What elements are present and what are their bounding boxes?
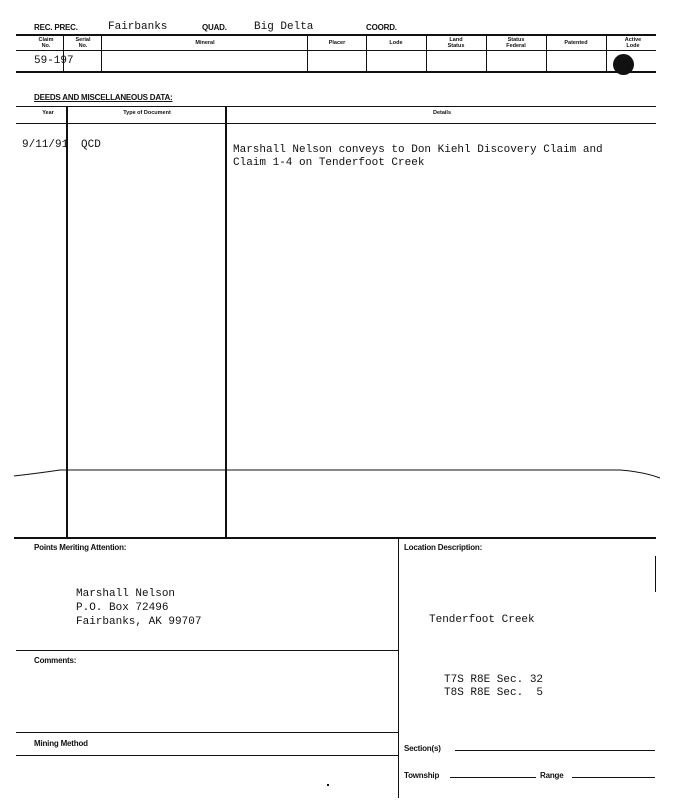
deeds-section-label: DEEDS AND MISCELLANEOUS DATA: [34,93,173,102]
header-bottom-rule [16,71,656,73]
col-header-year: Year [42,110,54,116]
location-sections: T7S R8E Sec. 32 T8S R8E Sec. 5 [444,674,544,699]
range-label: Range [540,771,564,780]
col-header-placer: Placer [328,40,346,46]
col-header-type-of-document: Type of Document [123,110,171,116]
header-top-rule [16,34,656,36]
col-header-patented: Patented [564,40,588,46]
active-lode-marker [613,54,634,75]
deeds-header-rule [16,123,656,124]
col-divider [486,35,487,71]
deed-date: 9/11/91 [22,139,69,151]
location-edge-mark [655,556,656,592]
quad-label: QUAD. [202,23,227,32]
deeds-continuation-rule [0,460,678,490]
col-divider [366,35,367,71]
col-header-claim-no: Claim No. [38,37,54,49]
col-divider [546,35,547,71]
col-divider [307,35,308,71]
col-divider [101,35,102,71]
col-divider [606,35,607,71]
col-header-status-federal: Status Federal [506,37,526,49]
mining-method-top-rule [16,732,398,733]
location-creek: Tenderfoot Creek [429,614,535,626]
rec-prec-value: Fairbanks [108,21,168,33]
section-field-line [455,750,655,751]
col-header-land-status: Land Status [447,37,465,49]
stray-mark [327,784,329,786]
deeds-bottom-rule [14,537,656,539]
township-label: Township [404,771,440,780]
deeds-top-rule [16,106,656,107]
col-header-details: Details [432,110,452,116]
rec-prec-label: REC. PREC. [34,23,78,32]
quad-value: Big Delta [254,21,314,33]
range-field-line [572,777,655,778]
deed-details: Marshall Nelson conveys to Don Kiehl Discovery Claim and Claim 1-4 on Tenderfoot Creek [233,144,603,169]
deed-doc-type: QCD [81,139,101,151]
points-address: Marshall Nelson P.O. Box 72496 Fairbanks, AK 99707 [76,588,202,628]
col-header-serial-no: Serial No. [75,37,91,49]
col-divider [426,35,427,71]
mining-method-bottom-rule [16,755,398,756]
col-header-active-lode: Active Lode [624,37,642,49]
coord-label: COORD. [366,23,397,32]
claim-number: 59-197 [34,55,74,67]
col-header-lode: Lode [389,40,403,46]
mining-method-label: Mining Method [34,739,88,748]
comments-top-rule [16,650,398,651]
comments-label: Comments: [34,656,77,665]
section-label: Section(s) [404,744,441,753]
location-label: Location Description: [404,543,483,552]
township-field-line [450,777,536,778]
lower-divider [398,538,399,798]
header-mid-rule [16,50,656,51]
col-header-mineral: Mineral [195,40,215,46]
points-label: Points Meriting Attention: [34,543,127,552]
